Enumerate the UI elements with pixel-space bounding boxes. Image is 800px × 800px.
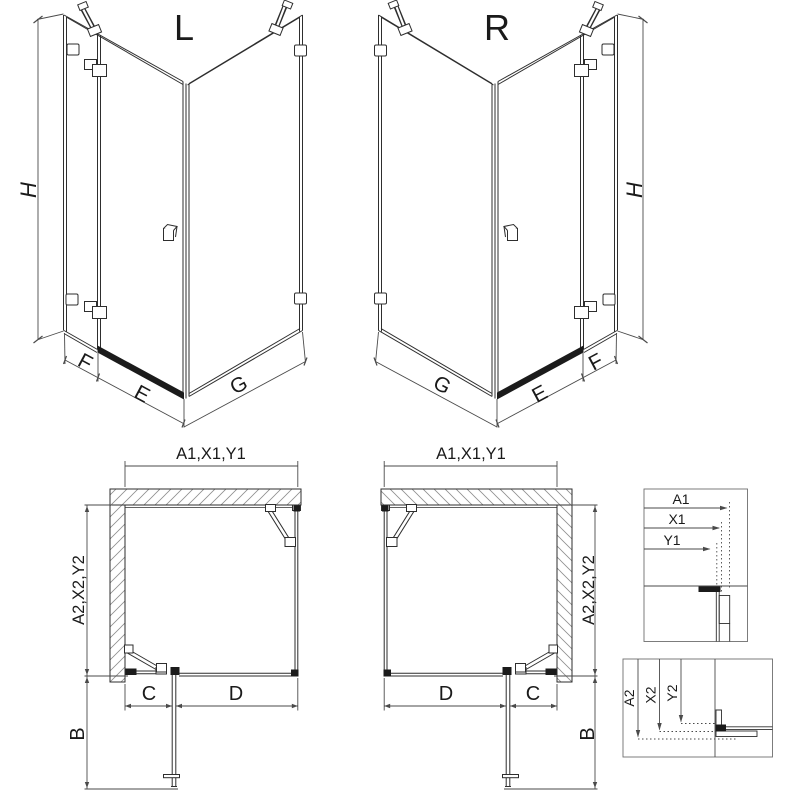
dim-label-b-left: B (67, 727, 89, 741)
detail-label-a1: A1 (672, 491, 690, 507)
dim-label-a1x1y1-right: A1,X1,Y1 (436, 445, 506, 463)
detail-reference-dashes (717, 502, 730, 592)
dim-label-f-right: F (584, 349, 608, 376)
detail-box-frame (644, 489, 748, 642)
detail-label-y2: Y2 (664, 684, 680, 702)
dim-label-e-left: E (130, 380, 154, 408)
detail-box-a1-x1-y1 (644, 489, 748, 642)
variant-label-left: L (173, 7, 195, 48)
plan-view-right (381, 461, 598, 789)
dim-label-g-right: G (429, 371, 455, 400)
detail-box-frame (623, 659, 773, 757)
variant-label-right: R (484, 7, 510, 48)
detail-profile-section (699, 587, 730, 642)
iso-view-left (34, 0, 308, 427)
dim-label-g-left: G (226, 371, 252, 400)
iso-view-right (374, 0, 648, 427)
dim-label-c-right: C (525, 683, 541, 705)
detail-label-a2: A2 (621, 689, 637, 707)
dim-label-a2x2y2-left: A2,X2,Y2 (70, 555, 88, 625)
dim-label-h-left: H (16, 182, 41, 198)
dim-label-f-left: F (73, 349, 97, 376)
detail-box-a2-x2-y2 (623, 659, 773, 757)
detail-label-y1: Y1 (663, 532, 681, 548)
dim-label-h-right: H (622, 182, 647, 198)
detail-label-x1: X1 (668, 511, 686, 527)
dim-label-e-right: E (528, 380, 552, 408)
dim-label-d-left: D (228, 683, 244, 705)
detail-arrows (703, 506, 728, 551)
dim-label-d-right: D (438, 683, 454, 705)
detail-label-x2: X2 (642, 686, 659, 704)
dim-label-a1x1y1-left: A1,X1,Y1 (176, 445, 246, 463)
detail-profile-section (716, 710, 773, 737)
plan-view-left (85, 461, 302, 789)
dim-label-c-left: C (141, 683, 157, 705)
dim-label-a2x2y2-right: A2,X2,Y2 (580, 555, 598, 625)
dim-label-b-right: B (577, 727, 599, 741)
